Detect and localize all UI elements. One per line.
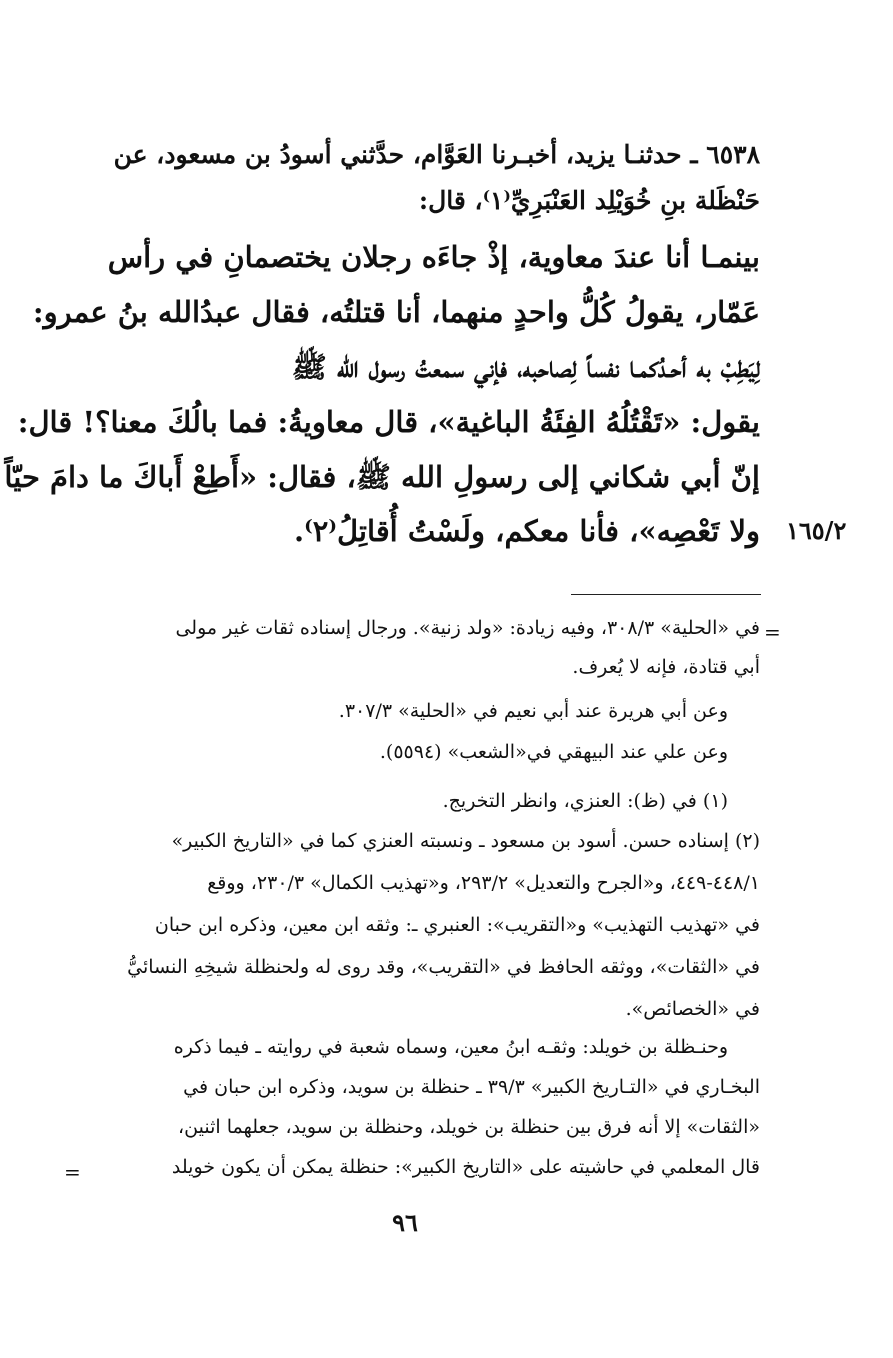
- footnote-continuation-mark: =: [764, 620, 781, 644]
- footnote-end-continuation-mark: =: [64, 1160, 81, 1184]
- footnote-line-7: ٤٤٨/١-٤٤٩، و«الجرح والتعديل» ٢٩٣/٢، و«تهذيب الكمال» ٢٣٠/٣، ووقع: [207, 872, 760, 894]
- hadith-body-line-3: لِيَطِبْ به أحـدُكمـا نفساً لِصاحبه، فإني سمعتُ رسول الله ﷺ: [291, 350, 760, 384]
- hadith-header-line-1: ٦٥٣٨ ـ حدثنـا يزيد، أخبـرنا العَوَّام، حدَّثني أسودُ بن مسعود، عن: [113, 140, 760, 169]
- footnote-line-1: في «الحلية» ٣٠٨/٣، وفيه زيادة: «ولد زنية». ورجال إسناده ثقات غير مولى: [175, 617, 760, 639]
- footnote-separator: [571, 594, 761, 595]
- hadith-body-line-6: ولا تَعْصِه»، فأنا معكم، ولَسْتُ أُقاتِلُ⁽٢⁾.: [294, 514, 760, 548]
- footnote-line-12: البخـاري في «التـاريخ الكبير» ٣٩/٣ ـ حنظلة بن سويد، وذكره ابن حبان في: [183, 1076, 760, 1098]
- margin-volume-page-reference: ١٦٥/٢: [786, 516, 847, 545]
- footnote-line-3: وعن أبي هريرة عند أبي نعيم في «الحلية» ٣٠٧/٣.: [338, 700, 728, 722]
- footnote-line-8: في «تهذيب التهذيب» و«التقريب»: العنبري ـ: وثقه ابن معين، وذكره ابن حبان: [154, 914, 760, 936]
- footnote-line-2: أبي قتادة، فإنه لا يُعرف.: [572, 656, 760, 678]
- hadith-body-line-2: عَمّار، يقولُ كُلُّ واحدٍ منهما، أنا قتلتُه، فقال عبدُالله بنُ عمرو:: [32, 295, 760, 329]
- footnote-line-5: (١) في (ظ): العنزي، وانظر التخريج.: [442, 790, 728, 812]
- footnote-line-13: «الثقات» إلا أنه فرق بين حنظلة بن خويلد، وحنظلة بن سويد، جعلهما اثنين،: [178, 1116, 760, 1138]
- footnote-line-14: قال المعلمي في حاشيته على «التاريخ الكبير»: حنظلة يمكن أن يكون خويلد: [171, 1156, 760, 1178]
- hadith-body-line-1: بينمـا أنا عندَ معاوية، إذْ جاءَه رجلان يختصمانِ في رأس: [107, 240, 760, 274]
- footnote-line-11: وحنـظلة بن خويلد: وثقـه ابنُ معين، وسماه شعبة في روايته ـ فيما ذكره: [173, 1036, 728, 1058]
- hadith-header-line-2: حَنْظَلة بنِ خُوَيْلِد العَنْبَرِيِّ⁽١⁾، قال:: [418, 186, 760, 215]
- footnote-line-10: في «الخصائص».: [625, 998, 760, 1020]
- page-number: ٩٦: [392, 1208, 418, 1237]
- hadith-body-line-5: إنّ أبي شكاني إلى رسولِ الله ﷺ، فقال: «أَطِعْ أَباكَ ما دامَ حيّاً: [4, 460, 760, 494]
- footnote-line-9: في «الثقات»، ووثقه الحافظ في «التقريب»، وقد روى له ولحنظلة شيخِهِ النسائيُّ: [127, 956, 760, 978]
- hadith-body-line-4: يقول: «تَقْتُلُهُ الفِئَةُ الباغية»، قال معاويةُ: فما بالُكَ معنا؟! قال:: [17, 405, 760, 439]
- footnote-line-4: وعن علي عند البيهقي في«الشعب» (٥٥٩٤).: [379, 741, 728, 763]
- footnote-line-6: (٢) إسناده حسن. أسود بن مسعود ـ ونسبته العنزي كما في «التاريخ الكبير»: [171, 830, 760, 852]
